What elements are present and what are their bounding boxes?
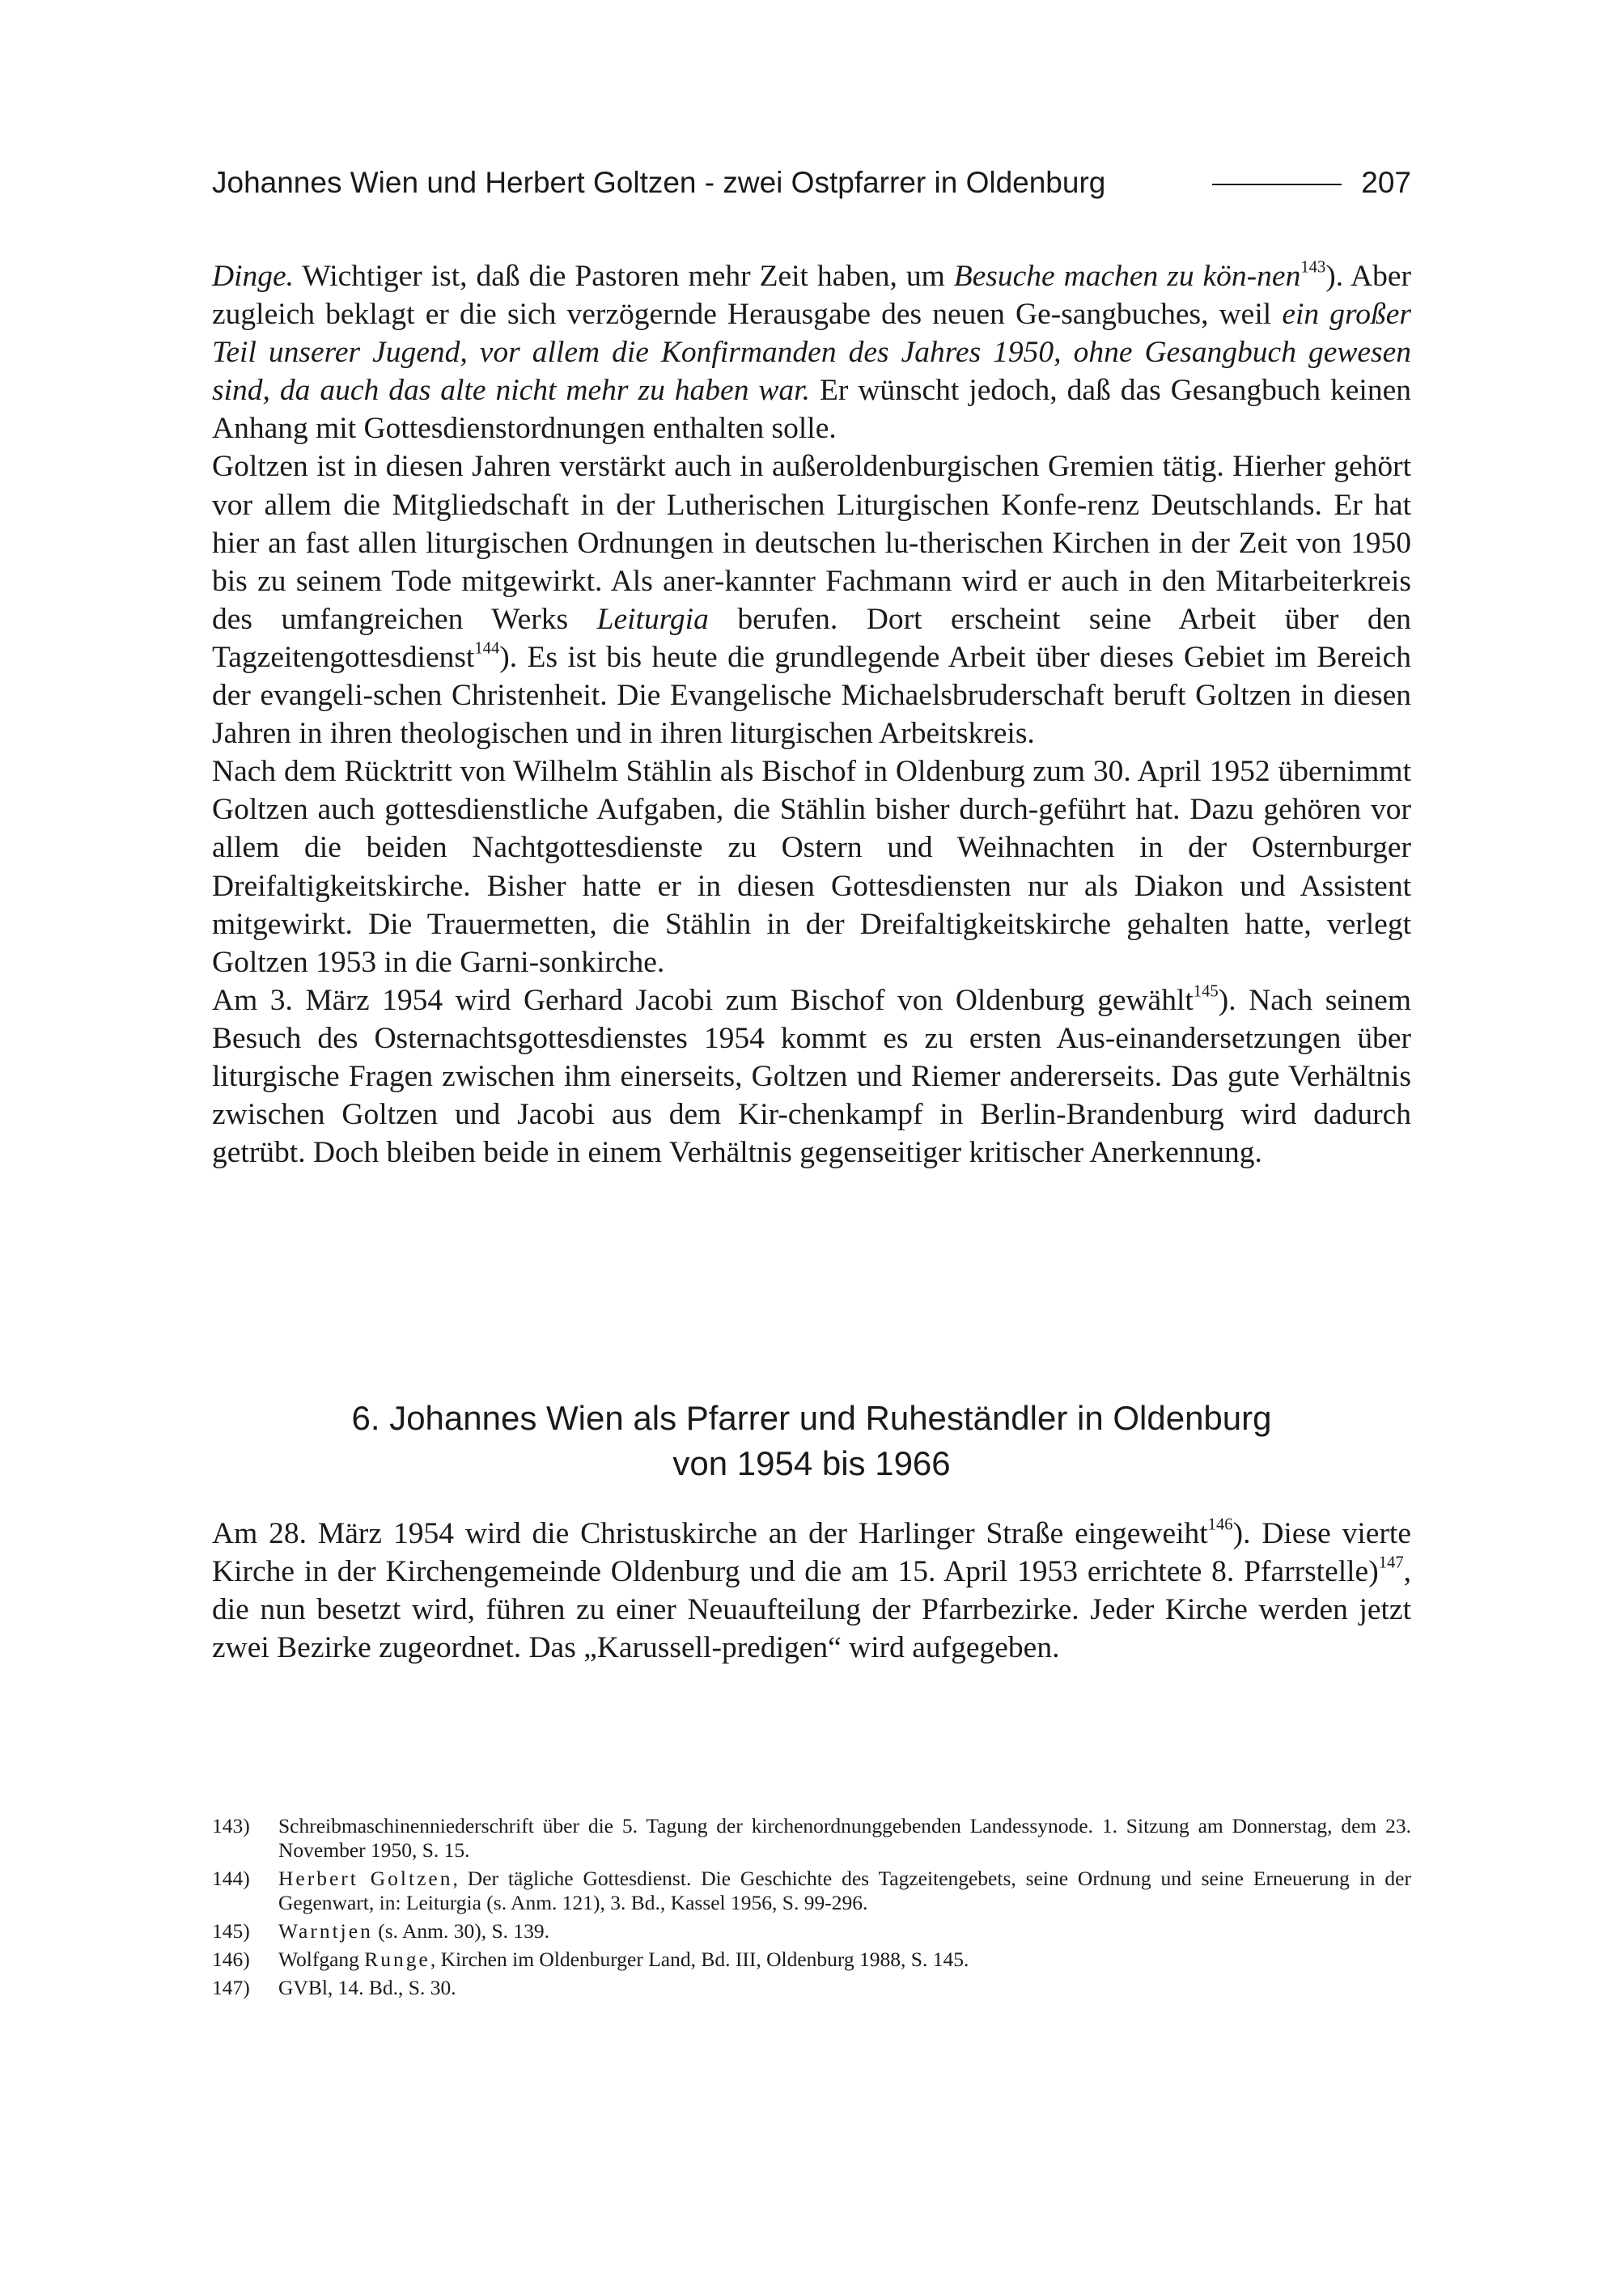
footnote-ref: 144 xyxy=(474,639,500,658)
page-number: 207 xyxy=(1361,166,1411,199)
body-text xyxy=(212,257,1411,1172)
text-run: Am 28. März 1954 wird die Christuskirche an der Harlinger Straße eingeweiht xyxy=(212,1517,1208,1550)
footnote-text: Schreibmaschinenniederschrift über die 5. Tagung der kirchenordnunggebenden Landessynode. 1. Sitzung am Donnerstag, dem 23. November 1950, S. 15. xyxy=(278,1814,1411,1862)
paragraph xyxy=(212,447,1411,752)
footnote-text: , Kirchen im Oldenburger Land, Bd. III, Oldenburg 1988, S. 145. xyxy=(430,1948,969,1971)
paragraph xyxy=(212,1515,1411,1667)
footnote xyxy=(212,1867,1411,1915)
text-run: Wichtiger ist, daß die Pastoren mehr Zeit haben, um xyxy=(294,260,954,293)
footnote-ref: 143 xyxy=(1300,258,1326,277)
italic-text: Leiturgia xyxy=(596,602,709,636)
text-run: Am 3. März 1954 wird Gerhard Jacobi zum Bischof von Oldenburg gewählt xyxy=(212,983,1194,1017)
text-run: ). Diese vierte Kirche in der Kirchengemeinde Oldenburg und die am 15. April 1953 errichtete 8. Pfarrstelle) xyxy=(212,1517,1411,1589)
footnote-number: 143) xyxy=(212,1814,250,1837)
footnote xyxy=(212,1948,1411,1972)
italic-text: Besuche machen zu kön-nen xyxy=(953,260,1301,293)
footnote-number: 146) xyxy=(212,1948,250,1971)
footnote-ref: 146 xyxy=(1207,1515,1233,1534)
section-heading xyxy=(212,1396,1411,1486)
footnote xyxy=(212,1814,1411,1863)
italic-text: Dinge. xyxy=(212,260,295,293)
italic-text: ein großer Teil unserer Jugend, vor allem die Konfirmanden des Jahres 1950, ohne Gesangbuch gewesen sind, da auch das alte nicht mehr zu haben war. xyxy=(212,298,1411,408)
text-run: ). Es ist bis heute die grundlegende Arbeit über dieses Gebiet im Bereich der evangeli-schen Christenheit. Die Evangelische Michaelsbruderschaft beruft Goltzen in diesen Jahren in ihren theologischen und in ihren liturgischen Arbeitskreis. xyxy=(212,640,1411,751)
footnote-text: (s. Anm. 30), S. 139. xyxy=(372,1919,550,1943)
footnote-text: , Der tägliche Gottesdienst. Die Geschichte des Tagzeitengebets, seine Ordnung und seine Erneuerung in der Gegenwart, in: Leiturgia (s. Anm. 121), 3. Bd., Kassel 1956, S. 99-296. xyxy=(278,1867,1411,1914)
footnote-ref: 147 xyxy=(1378,1553,1404,1572)
text-run: ). Nach seinem Besuch des Osternachtsgottesdienstes 1954 kommt es zu ersten Aus-einandersetzungen über liturgische Fragen zwischen ihm einerseits, Goltzen und Riemer andererseits. Das gute Verhältnis zwischen Goltzen und Jacobi aus dem Kir-chenkampf in Berlin-Brandenburg wird dadurch getrübt. Doch bleiben beide in einem Verhältnis gegenseitiger kritischer Anerkennung. xyxy=(212,983,1411,1170)
paragraph: Nach dem Rücktritt von Wilhelm Stählin als Bischof in Oldenburg zum 30. April 1952 übernimmt Goltzen auch gottesdienstliche Aufgaben, die Stählin bisher durch-geführt hat. Dazu gehören vor allem die beiden Nachtgottesdienste zu Ostern und Weihnachten in der Osternburger Dreifaltigkeitskirche. Bisher hatte er in diesen Gottesdiensten nur als Diakon und Assistent mitgewirkt. Die Trauermetten, die Stählin in der Dreifaltigkeitskirche gehalten hatte, verlegt Goltzen 1953 in die Garni-sonkirche. xyxy=(212,755,1411,979)
footnote-author: Runge xyxy=(364,1948,430,1971)
text-run: berufen. Dort erscheint seine Arbeit über den Tagzeitengottesdienst xyxy=(212,602,1411,674)
running-head xyxy=(212,159,1411,207)
section-body xyxy=(212,1515,1411,1667)
footnote-author-first: Wolfgang xyxy=(278,1948,365,1971)
paragraph xyxy=(212,981,1411,1172)
footnote-number: 147) xyxy=(212,1976,250,1999)
section-heading-line: von 1954 bis 1966 xyxy=(672,1444,951,1482)
running-head-rule xyxy=(1212,184,1342,185)
book-page xyxy=(212,0,1411,2293)
footnote-ref: 145 xyxy=(1193,982,1219,1001)
text-run: , die nun besetzt wird, führen zu einer Neuaufteilung der Pfarrbezirke. Jeder Kirche werden jetzt zwei Bezirke zugeordnet. Das „Karussell-predigen“ wird aufgegeben. xyxy=(212,1555,1411,1665)
footnote xyxy=(212,1919,1411,1943)
text-run: Er wünscht jedoch, daß das Gesangbuch keinen Anhang mit Gottesdienstordnungen enthalten solle. xyxy=(212,374,1411,446)
paragraph xyxy=(212,257,1411,447)
footnote-number: 144) xyxy=(212,1867,250,1890)
footnote-author: Warntjen xyxy=(278,1919,373,1943)
footnotes xyxy=(212,1814,1411,2004)
text-run: ). Aber zugleich beklagt er die sich verzögernde Herausgabe des neuen Ge-sangbuches, weil xyxy=(212,260,1411,332)
running-head-title: Johannes Wien und Herbert Goltzen - zwei Ostpfarrer in Oldenburg xyxy=(212,166,1106,199)
footnote-author: Herbert Goltzen xyxy=(278,1867,453,1890)
text-run: Goltzen ist in diesen Jahren verstärkt auch in außeroldenburgischen Gremien tätig. Hierher gehört vor allem die Mitgliedschaft in der Lutherischen Liturgischen Konfe-renz Deutschlands. Er hat hier an fast allen liturgischen Ordnungen in deutschen lu-therischen Kirchen in der Zeit von 1950 bis zu seinem Tode mitgewirkt. Als aner-kannter Fachmann wird er auch in den Mitarbeiterkreis des umfangreichen Werks xyxy=(212,450,1411,636)
footnote xyxy=(212,1976,1411,2000)
footnote-number: 145) xyxy=(212,1919,250,1943)
section-heading-line: 6. Johannes Wien als Pfarrer und Ruheständler in Oldenburg xyxy=(351,1399,1272,1437)
footnote-text: GVBl, 14. Bd., S. 30. xyxy=(278,1976,456,1999)
